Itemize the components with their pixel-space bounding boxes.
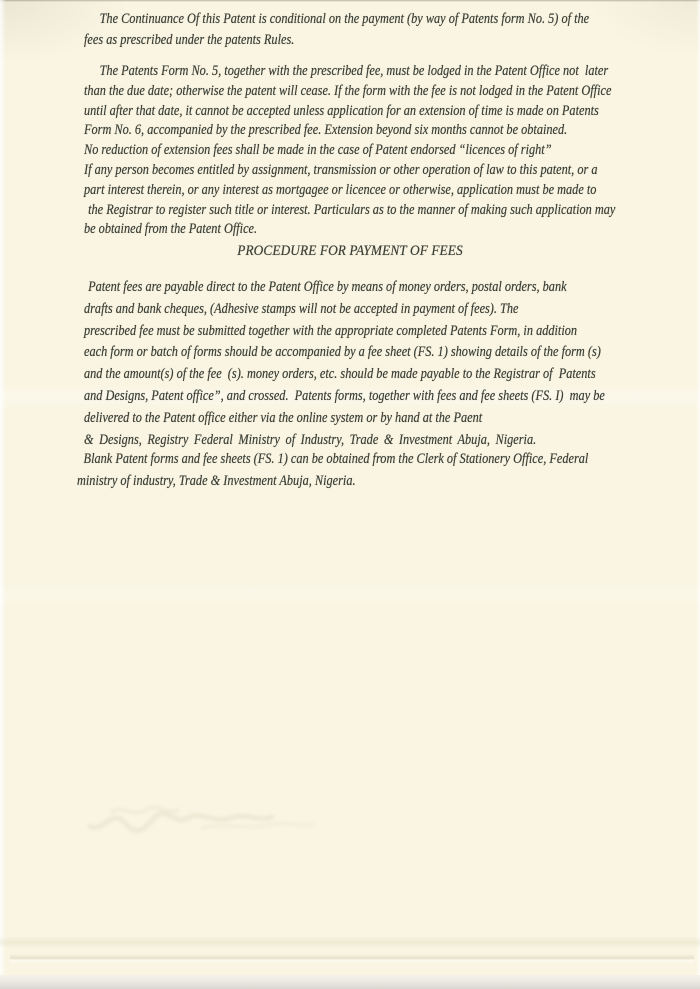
fees-payment-paragraph xyxy=(84,277,674,451)
text-line: until after that date, it cannot be accepted unless application for an extension of time is made on Patents xyxy=(84,102,599,119)
text-line: be obtained from the Patent Office. xyxy=(84,221,258,238)
fold-crease-line xyxy=(10,954,694,964)
text-line: each form or batch of forms should be accompanied by a fee sheet (FS. 1) showing details of the form (s) xyxy=(84,344,601,361)
text-line: Blank Patent forms and fee sheets (FS. 1) can be obtained from the Clerk of Stationery Office, Federal xyxy=(83,451,589,467)
scanner-background xyxy=(0,975,700,989)
text-line: No reduction of extension fees shall be made in the case of Patent endorsed “licences of right” xyxy=(84,142,552,159)
text-line: fees as prescribed under the patents Rules. xyxy=(84,32,295,48)
text-line: ministry of industry, Trade & Investment Abuja, Nigeria. xyxy=(77,473,356,489)
scan-left-edge xyxy=(0,0,6,975)
form5-lodgement-paragraph xyxy=(84,62,674,240)
text-line: the Registrar to register such title or interest. Particulars as to the manner of making such application may xyxy=(88,201,616,218)
scan-top-edge xyxy=(0,0,700,2)
text-line: prescribed fee must be submitted together with the appropriate completed Patents Form, in addition xyxy=(84,322,578,339)
text-line: and the amount(s) of the fee (s). money orders, etc. should be made payable to the Registrar of Patents xyxy=(84,366,596,383)
text-line: The Continuance Of this Patent is conditional on the payment (by way of Patents form No. 5) of the xyxy=(99,11,590,27)
intro-paragraph xyxy=(84,9,674,51)
text-line: & Designs, Registry Federal Ministry of Industry, Trade & Investment Abuja, Nigeria. xyxy=(84,431,537,448)
scan-right-edge xyxy=(696,0,700,975)
text-line: than the due date; otherwise the patent will cease. If the form with the fee is not lodged in the Patent Office xyxy=(84,82,612,99)
text-line: Patent fees are payable direct to the Patent Office by means of money orders, postal orders, bank xyxy=(88,279,567,295)
text-line: The Patents Form No. 5, together with the prescribed fee, must be lodged in the Patent Office not later xyxy=(99,63,609,79)
section-heading-procedure-for-payment-of-fees: PROCEDURE FOR PAYMENT OF FEES xyxy=(237,243,463,259)
text-line: If any person becomes entitled by assignment, transmission or other operation of law to this patent, or a xyxy=(84,161,598,178)
text-line: Form No. 6, accompanied by the prescribed fee. Extension beyond six months cannot be obtained. xyxy=(84,122,568,139)
text-line: and Designs, Patent office”, and crossed. Patents forms, together with fees and fee sheets (FS. I) may be xyxy=(84,387,605,404)
blank-forms-paragraph xyxy=(77,448,667,492)
scan-shadow-band xyxy=(0,936,700,948)
text-line: drafts and bank cheques, (Adhesive stamps will not be accepted in payment of fees). The xyxy=(84,300,519,317)
text-line: delivered to the Patent office either via the online system or by hand at the Paent xyxy=(84,409,483,426)
pencil-smudge xyxy=(82,788,332,848)
text-line: part interest therein, or any interest as mortgagee or licencee or otherwise, application must be made to xyxy=(84,181,597,198)
